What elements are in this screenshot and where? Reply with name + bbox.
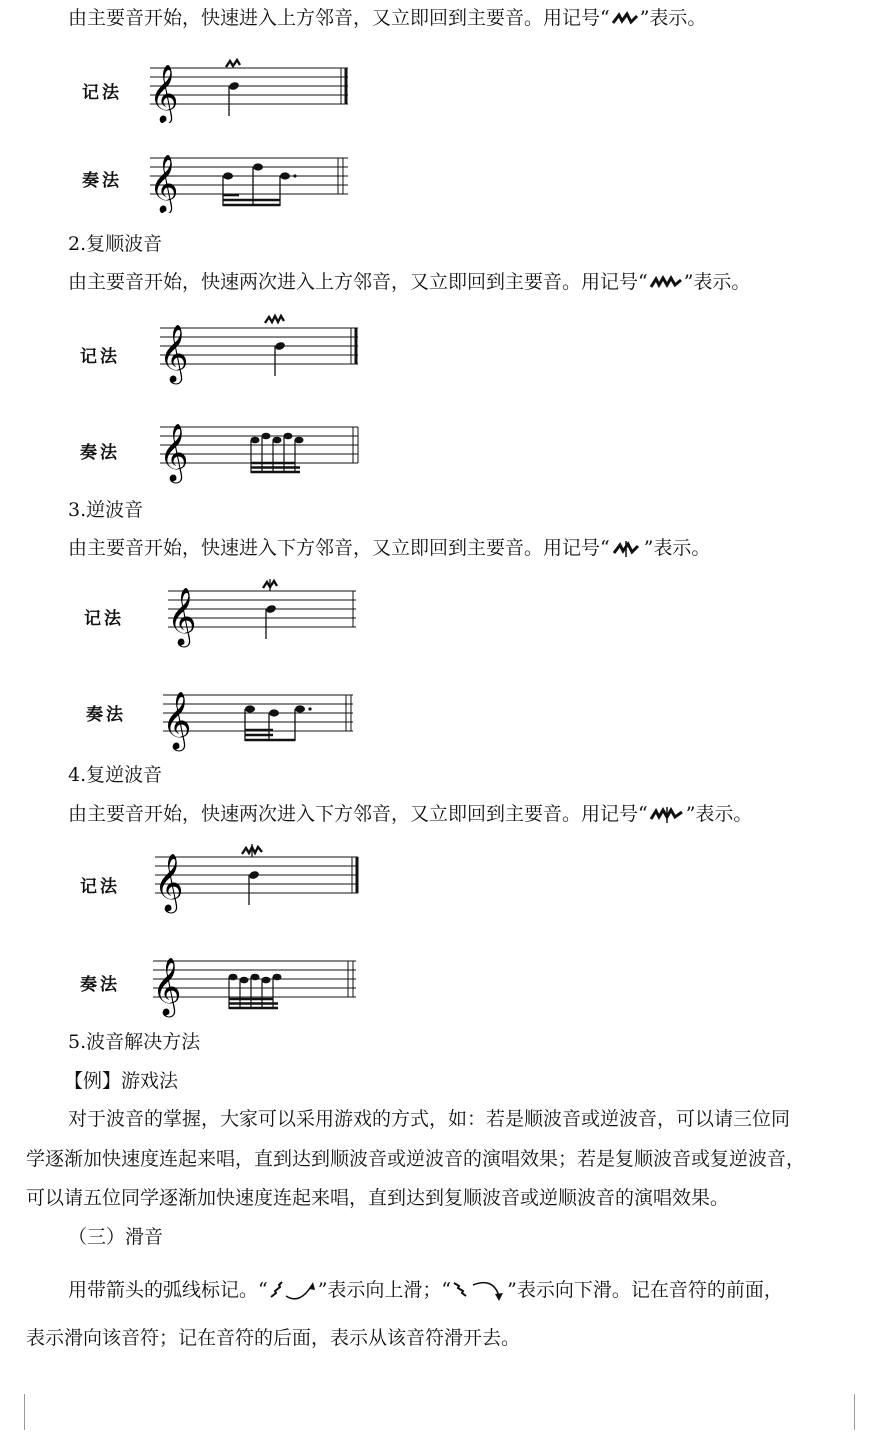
performance-label-3: 奏法 [86,705,126,725]
glissando-up-arrow-icon [268,1279,318,1303]
gliss-text-b: ”表示向上滑；“ [317,1279,452,1301]
page-corner-mark-left [0,1394,25,1430]
desc-2-before: 由主要音开始，快速两次进入上方邻音，又立即回到主要音。用记号“ [68,271,648,293]
staff-performance-4 [148,946,363,1018]
heading-section-6: （三）滑音 [68,1226,164,1248]
desc-3-before: 由主要音开始，快速进入下方邻音，又立即回到主要音。用记号“ [68,537,610,559]
gliss-text-c: ”表示向下滑。记在音符的前面， [507,1279,783,1301]
mordent-symbol-icon [610,11,640,27]
glissando-line-2: 表示滑向该音符；记在音符的后面，表示从该音符滑开去。 [26,1327,521,1349]
desc-2-after: ”表示。 [683,271,751,293]
staff-notation-1 [145,55,355,123]
staff-performance-2 [155,412,365,484]
svg-text:𝄞: 𝄞 [159,423,189,481]
heading-section-3: 3.逆波音 [68,499,144,521]
description-section-4 [68,802,752,826]
description-section-3 [68,536,710,560]
svg-text:𝄞: 𝄞 [149,64,179,122]
staff-notation-4 [150,842,365,914]
inverted-mordent-symbol-icon [610,540,644,558]
double-inverted-mordent-symbol-icon [648,806,686,824]
notation-label-1: 记法 [82,83,122,103]
paragraph-line-3: 可以请五位同学逐渐加快速度连起来唱，直到达到复顺波音或逆顺波音的演唱效果。 [26,1187,730,1209]
intro-line [68,6,706,30]
paragraph-line-2: 学逐渐加快速度连起来唱，直到达到顺波音或逆波音的演唱效果；若是复顺波音或复逆波音， [26,1148,806,1170]
svg-text:𝄞: 𝄞 [152,957,182,1015]
heading-section-4: 4.复逆波音 [68,764,163,786]
staff-notation-2 [155,313,365,385]
description-section-2 [68,270,750,294]
glissando-line-1 [68,1278,783,1303]
desc-3-after: ”表示。 [643,537,711,559]
performance-label-1: 奏法 [82,171,122,191]
svg-text:𝄞: 𝄞 [154,853,184,911]
staff-performance-3 [158,680,358,752]
svg-text:𝄞: 𝄞 [149,154,179,212]
gliss-text-a: 用带箭头的弧线标记。“ [68,1279,268,1301]
staff-performance-1 [145,145,355,213]
notation-label-4: 记法 [80,877,120,897]
notation-label-2: 记法 [80,347,120,367]
heading-section-5: 5.波音解决方法 [68,1031,201,1053]
svg-text:𝄞: 𝄞 [162,691,192,749]
intro-text-after: ”表示。 [639,7,707,29]
page-corner-mark-right [854,1394,885,1430]
glissando-down-arrow-icon [451,1279,507,1303]
intro-text-before: 由主要音开始，快速进入上方邻音，又立即回到主要音。用记号“ [68,7,610,29]
staff-notation-3 [163,576,363,648]
example-label: 【例】游戏法 [64,1070,179,1092]
double-mordent-symbol-icon [648,275,684,291]
notation-label-3: 记法 [84,609,124,629]
performance-label-4: 奏法 [80,975,120,995]
desc-4-after: ”表示。 [685,803,753,825]
heading-section-2: 2.复顺波音 [68,233,163,255]
performance-label-2: 奏法 [80,443,120,463]
paragraph-line-1: 对于波音的掌握，大家可以采用游戏的方式，如：若是顺波音或逆波音，可以请三位同 [68,1108,791,1130]
desc-4-before: 由主要音开始，快速两次进入下方邻音，又立即回到主要音。用记号“ [68,803,648,825]
svg-text:𝄞: 𝄞 [159,324,189,382]
svg-text:𝄞: 𝄞 [167,587,197,645]
